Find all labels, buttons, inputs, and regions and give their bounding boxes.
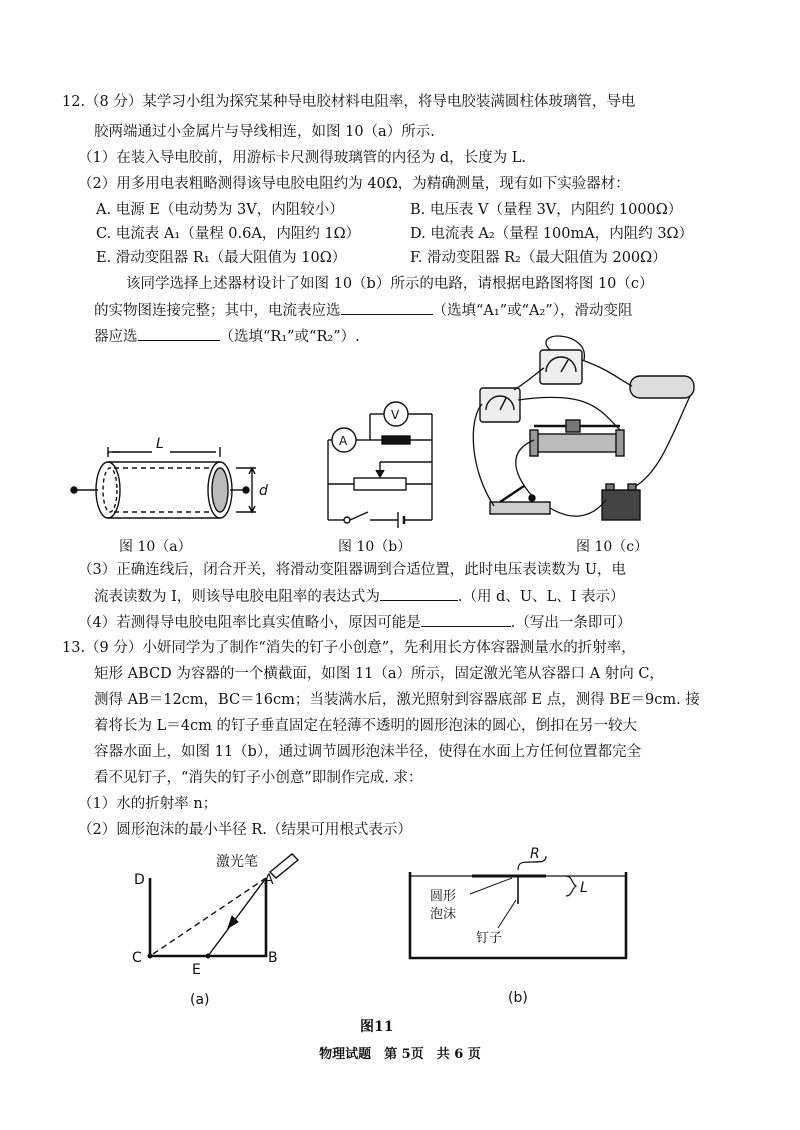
q12-line5: 该同学选择上述器材设计了如图 10（b）所示的电路，请根据电路图将图 10（c） <box>126 276 654 292</box>
figure-11a-container <box>120 846 320 1016</box>
caption-fig11: 图11 <box>360 1019 394 1035</box>
page-footer: 物理试题 第 5页 共 6 页 <box>319 1047 481 1062</box>
caption-fig10c: 图 10（c） <box>576 539 649 555</box>
subfig-b-label: (b) <box>508 990 528 1006</box>
q13-line3: 测得 AB＝12cm，BC＝16cm；当装满水后，激光照射到容器底部 E 点，测得 BE＝9cm. 接 <box>94 692 700 708</box>
label-R: R <box>530 846 540 862</box>
label-B: B <box>268 950 278 966</box>
label-laser-pointer: 激光笔 <box>216 854 258 870</box>
label-C: C <box>132 950 142 966</box>
subfig-a-label: (a) <box>190 992 210 1008</box>
length-label-L: L <box>156 436 164 452</box>
q12-part2: （2）用多用电表粗略测得该导电胶电阻约为 40Ω，为精确测量，现有如下实验器材： <box>78 176 630 192</box>
option-e: E. 滑动变阻器 R₁（最大阻值为 10Ω） <box>96 250 347 266</box>
option-a: A. 电源 E（电动势为 3V，内阻较小） <box>96 202 344 218</box>
q12-line1: 12.（8 分）某学习小组为探究某种导电胶材料电阻率，将导电胶装满圆柱体玻璃管，导电 <box>62 94 636 110</box>
rheostat-device <box>536 434 618 452</box>
figure-10b-circuit <box>324 400 444 530</box>
answer-blank-rheostat[interactable] <box>138 326 220 341</box>
answer-blank-ammeter[interactable] <box>341 300 433 315</box>
q12-line2: 胶两端通过小金属片与导线相连，如图 10（a）所示. <box>94 124 435 140</box>
label-nail: 钉子 <box>476 931 503 946</box>
gel-tube <box>630 376 694 398</box>
q13-line6: 看不见钉子，“消失的钉子小创意”即制作完成. 求： <box>94 770 423 786</box>
switch-device <box>490 502 550 514</box>
figure-10a-cylinder <box>60 432 280 532</box>
option-b: B. 电压表 V（量程 3V，内阻约 1000Ω） <box>410 202 683 218</box>
label-E: E <box>192 962 201 978</box>
answer-blank-resistivity[interactable] <box>380 586 458 601</box>
q13-line4: 着将长为 L＝4cm 的钉子垂直固定在轻薄不透明的圆形泡沫的圆心，倒扣在另一较大 <box>94 718 637 734</box>
voltmeter-symbol: V <box>391 408 400 422</box>
battery-device <box>602 490 640 520</box>
answer-blank-reason[interactable] <box>421 612 511 627</box>
q13-part2: （2）圆形泡沫的最小半径 R.（结果可用根式表示） <box>78 822 412 838</box>
q12-line6 <box>94 300 632 321</box>
option-c: C. 电流表 A₁（量程 0.6A，内阻约 1Ω） <box>96 226 361 242</box>
caption-fig10b: 图 10（b） <box>338 539 412 555</box>
option-f: F. 滑动变阻器 R₂（最大阻值为 200Ω） <box>410 250 667 266</box>
figure-11b-foam <box>400 840 640 1016</box>
label-L: L <box>580 880 588 896</box>
q12-part1: （1）在装入导电胶前，用游标卡尺测得玻璃管的内径为 d，长度为 L. <box>78 150 526 166</box>
label-foam-1: 圆形 <box>430 889 457 904</box>
q12-line7-b: （选填“R₁”或“R₂”）. <box>219 329 360 345</box>
q12-line7 <box>94 326 360 347</box>
q13-line5: 容器水面上，如图 11（b），通过调节圆形泡沫半径，使得在水面上方任何位置都完全 <box>94 744 642 760</box>
q12-part3: （3）正确连线后，闭合开关，将滑动变阻器调到合适位置，此时电压表读数为 U，电 <box>78 562 627 578</box>
diameter-label-d: d <box>259 483 268 499</box>
label-foam-2: 泡沫 <box>430 907 457 922</box>
q13-part1: （1）水的折射率 n； <box>78 796 218 812</box>
option-d: D. 电流表 A₂（量程 100mA，内阻约 3Ω） <box>410 226 694 242</box>
q12-line6-b: （选填“A₁”或“A₂”），滑动变阻 <box>432 303 633 319</box>
q12-line7-a: 器应选 <box>94 329 138 345</box>
q13-line2: 矩形 ABCD 为容器的一个横截面，如图 11（a）所示，固定激光笔从容器口 A 射向 C， <box>94 666 664 682</box>
ammeter-symbol: A <box>339 434 348 448</box>
q13-line1: 13.（9 分）小妍同学为了制作“消失的钉子小创意”，先利用长方体容器测量水的折射率， <box>62 640 636 656</box>
q12-part3-cont-b: .（用 d、U、L、I 表示） <box>457 589 625 605</box>
q12-part4-b: .（写出一条即可） <box>510 615 632 631</box>
ammeter-device <box>480 388 520 422</box>
q12-part3-cont-a: 流表读数为 I，则该导电胶电阻率的表达式为 <box>94 589 380 605</box>
label-D: D <box>134 872 145 888</box>
figure-10c-equipment <box>470 330 710 535</box>
q12-part3-cont <box>94 586 625 607</box>
q12-part4-a: （4）若测得导电胶电阻率比真实值略小，原因可能是 <box>78 615 421 631</box>
caption-fig10a: 图 10（a） <box>119 539 192 555</box>
label-A: A <box>264 872 274 888</box>
laser-pointer-icon <box>270 854 298 878</box>
q12-line6-a: 的实物图连接完整；其中，电流表应选 <box>94 303 341 319</box>
q12-part4 <box>78 612 631 633</box>
